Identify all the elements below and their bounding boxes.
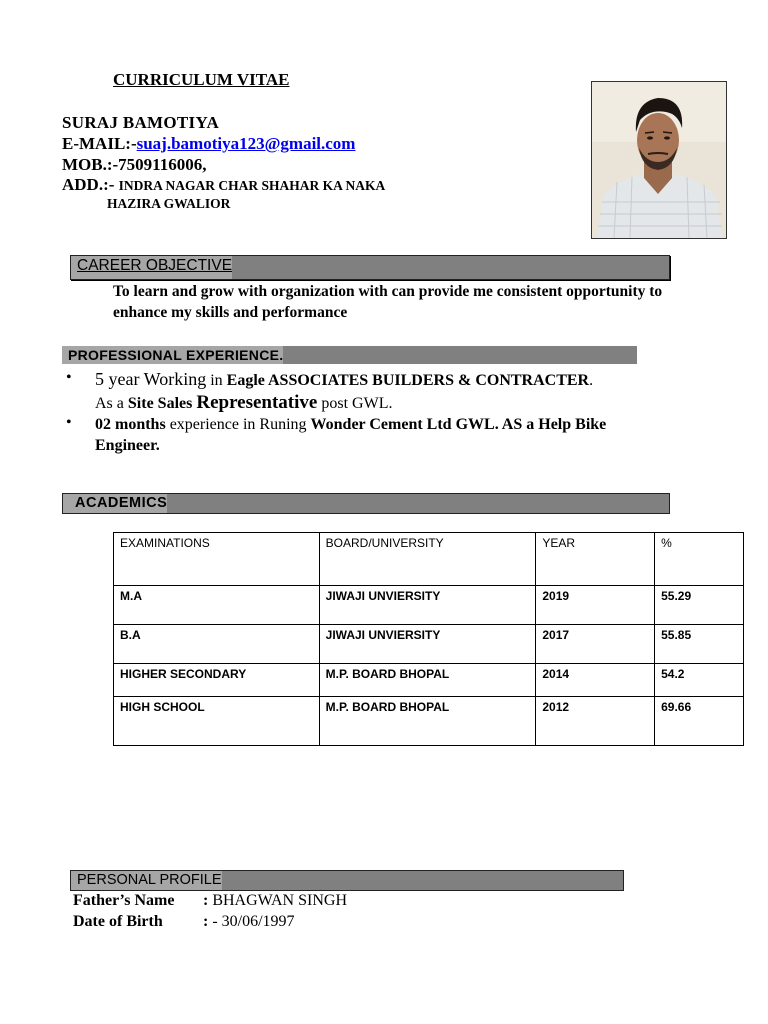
table-cell: 69.66 bbox=[655, 697, 744, 746]
experience-item-1 bbox=[95, 368, 695, 415]
table-cell: 55.29 bbox=[655, 586, 744, 625]
exp1-period: . bbox=[589, 372, 594, 389]
father-name-colon-glyph: : bbox=[203, 892, 213, 909]
table-cell: JIWAJI UNVIERSITY bbox=[319, 625, 536, 664]
father-name-label: Father’s Name bbox=[73, 892, 175, 909]
email-line bbox=[62, 134, 355, 154]
exp1-company: Eagle ASSOCIATES BUILDERS & CONTRACTER bbox=[226, 372, 590, 389]
bullet-icon: • bbox=[66, 414, 72, 431]
dob-colon bbox=[203, 913, 295, 931]
table-cell: 55.85 bbox=[655, 625, 744, 664]
exp1-duration: 5 year Working bbox=[95, 369, 207, 389]
profile-photo-image bbox=[592, 82, 726, 238]
table-cell: JIWAJI UNVIERSITY bbox=[319, 586, 536, 625]
table-row bbox=[114, 586, 744, 625]
exp1-role-a: Site Sales bbox=[127, 395, 197, 412]
experience-item-2 bbox=[95, 414, 655, 456]
address-line-1 bbox=[62, 175, 385, 195]
career-objective-heading-bar bbox=[70, 255, 670, 280]
column-header: YEAR bbox=[536, 533, 655, 586]
table-cell: 2017 bbox=[536, 625, 655, 664]
table-cell: M.A bbox=[114, 586, 320, 625]
table-row bbox=[114, 664, 744, 697]
table-header-row bbox=[114, 533, 744, 586]
candidate-name: SURAJ BAMOTIYA bbox=[62, 113, 220, 132]
table-cell: 2019 bbox=[536, 586, 655, 625]
professional-experience-heading: PROFESSIONAL EXPERIENCE. bbox=[62, 346, 283, 364]
mobile-number: MOB.:-7509116006, bbox=[62, 155, 207, 174]
column-header: % bbox=[655, 533, 744, 586]
table-cell: M.P. BOARD BHOPAL bbox=[319, 697, 536, 746]
dob-label: Date of Birth bbox=[73, 913, 163, 930]
email-label: E-MAIL:- bbox=[62, 134, 137, 153]
bullet-icon: • bbox=[66, 369, 72, 386]
personal-profile-heading: PERSONAL PROFILE bbox=[71, 871, 222, 890]
academics-heading: ACADEMICS bbox=[63, 494, 167, 513]
exp1-role-b: Representative bbox=[196, 392, 318, 413]
profile-photo bbox=[591, 81, 727, 239]
exp1-post: post GWL. bbox=[317, 395, 393, 412]
personal-profile-heading-bar bbox=[70, 870, 624, 891]
academics-table bbox=[113, 532, 744, 746]
table-cell: HIGHER SECONDARY bbox=[114, 664, 320, 697]
table-row bbox=[114, 697, 744, 746]
address-line-2: HAZIRA GWALIOR bbox=[107, 196, 231, 211]
exp1-as: As a bbox=[95, 395, 128, 412]
father-name-value: BHAGWAN SINGH bbox=[212, 892, 347, 909]
exp2-company: Wonder Cement Ltd GWL. AS a Help Bike Engineer. bbox=[95, 416, 607, 454]
table-cell: HIGH SCHOOL bbox=[114, 697, 320, 746]
table-cell: 2014 bbox=[536, 664, 655, 697]
page-title: CURRICULUM VITAE bbox=[113, 70, 290, 89]
father-name-colon bbox=[203, 892, 347, 910]
column-header: BOARD/UNIVERSITY bbox=[319, 533, 536, 586]
email-link[interactable]: suaj.bamotiya123@gmail.com bbox=[136, 134, 356, 153]
address-label: ADD.:- bbox=[62, 175, 119, 194]
exp2-duration: 02 months bbox=[95, 416, 166, 433]
table-row bbox=[114, 625, 744, 664]
dob-value: - 30/06/1997 bbox=[212, 913, 295, 930]
table-cell: 2012 bbox=[536, 697, 655, 746]
career-objective-heading: CAREER OBJECTIVE bbox=[71, 256, 232, 279]
professional-experience-heading-bar bbox=[62, 346, 637, 364]
exp1-in: in bbox=[206, 372, 227, 389]
dob-colon-glyph: : bbox=[203, 913, 213, 930]
career-objective-text: To learn and grow with organization with can provide me consistent opportunity to enhance my skills and performance bbox=[113, 283, 663, 321]
table-cell: B.A bbox=[114, 625, 320, 664]
exp2-text: experience in Runing bbox=[165, 416, 311, 433]
table-cell: 54.2 bbox=[655, 664, 744, 697]
address-text-1: INDRA NAGAR CHAR SHAHAR KA NAKA bbox=[118, 178, 386, 193]
table-cell: M.P. BOARD BHOPAL bbox=[319, 664, 536, 697]
column-header: EXAMINATIONS bbox=[114, 533, 320, 586]
academics-heading-bar bbox=[62, 493, 670, 514]
